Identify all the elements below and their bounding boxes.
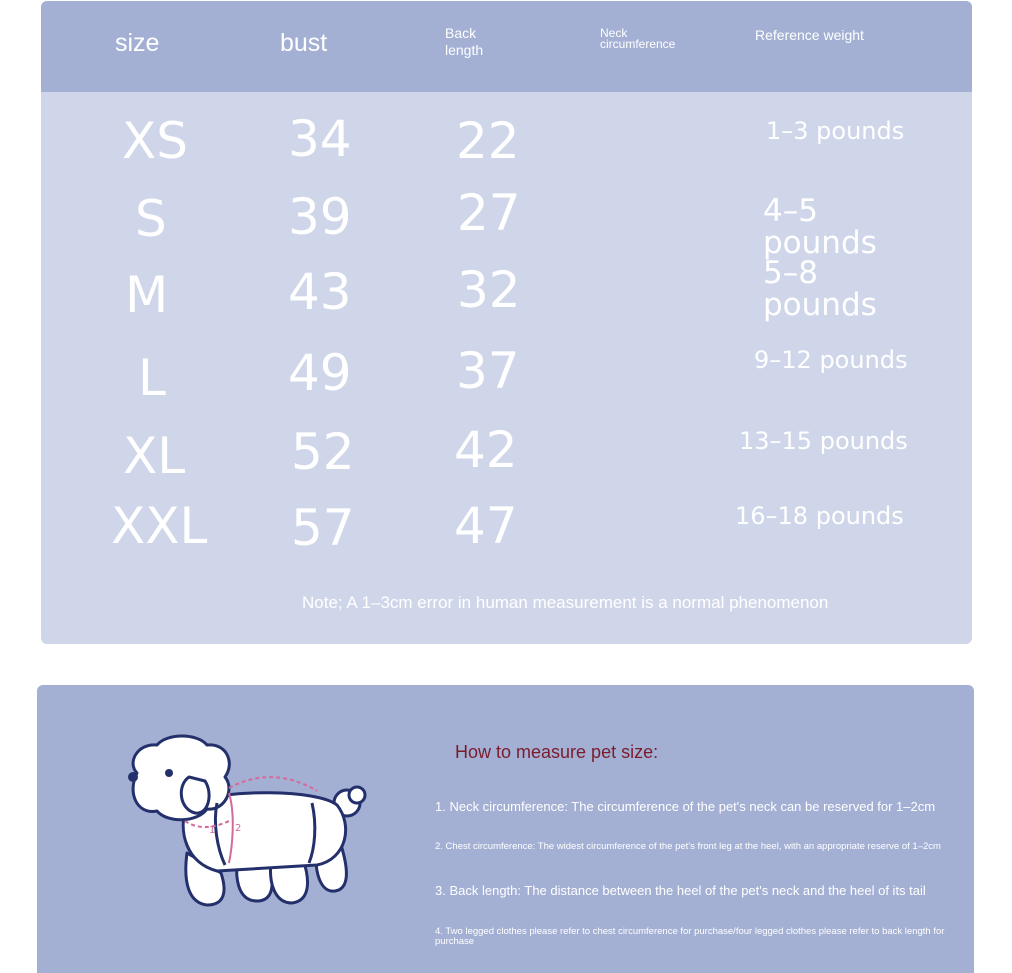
row-xxl-weight: 16–18 pounds [735,502,904,530]
row-m-back: 32 [457,261,521,319]
row-s-bust: 39 [288,188,352,246]
dog-illustration-icon [117,733,367,913]
row-m-weight: 5–8 pounds [763,255,877,323]
dog-label-1: 1 [209,825,216,836]
measure-guide-title: How to measure pet size: [455,742,659,762]
row-xl-back: 42 [454,421,518,479]
measure-guide-card [37,685,974,973]
row-xxl-size: XXL [111,497,208,555]
measure-step-4: 4. Two legged clothes please refer to chest circumference for purchase/four legged clothes please refer to back length for purchase [435,926,945,947]
row-xs-bust: 34 [288,110,352,168]
row-m-size: M [125,266,169,324]
row-s-size: S [135,190,167,248]
row-m-bust: 43 [288,263,352,321]
row-xxl-bust: 57 [291,499,355,557]
header-back-length: Back length [445,25,484,58]
row-l-back: 37 [456,342,520,400]
row-xs-size: XS [122,112,188,170]
measure-step-1: 1. Neck circumference: The circumference of the pet's neck can be reserved for 1–2cm [435,799,936,814]
header-reference-weight: Reference weight [755,27,864,43]
row-xxl-back: 47 [454,497,518,555]
measurement-note: Note; A 1–3cm error in human measurement is a normal phenomenon [302,593,829,612]
measure-step-3: 3. Back length: The distance between the heel of the pet's neck and the heel of its tail [435,883,926,898]
size-chart-card [41,1,972,644]
dog-label-2: 2 [235,823,242,834]
row-l-bust: 49 [288,344,352,402]
row-l-weight: 9–12 pounds [754,346,908,374]
row-xs-weight: 1–3 pounds [766,117,905,145]
row-xs-back: 22 [456,112,520,170]
row-l-size: L [138,349,166,407]
header-neck-circumference: Neck circumference [600,26,676,51]
row-xl-size: XL [123,427,186,485]
header-bust: bust [280,29,328,57]
row-xl-weight: 13–15 pounds [739,427,908,455]
row-s-back: 27 [457,184,521,242]
header-size: size [115,29,160,57]
measure-step-2: 2. Chest circumference: The widest circumference of the pet's front leg at the heel, with an appropriate reserve of 1–2cm [435,841,941,852]
row-s-weight: 4–5 pounds [763,193,877,261]
size-chart-header [41,1,972,92]
row-xl-bust: 52 [291,423,355,481]
